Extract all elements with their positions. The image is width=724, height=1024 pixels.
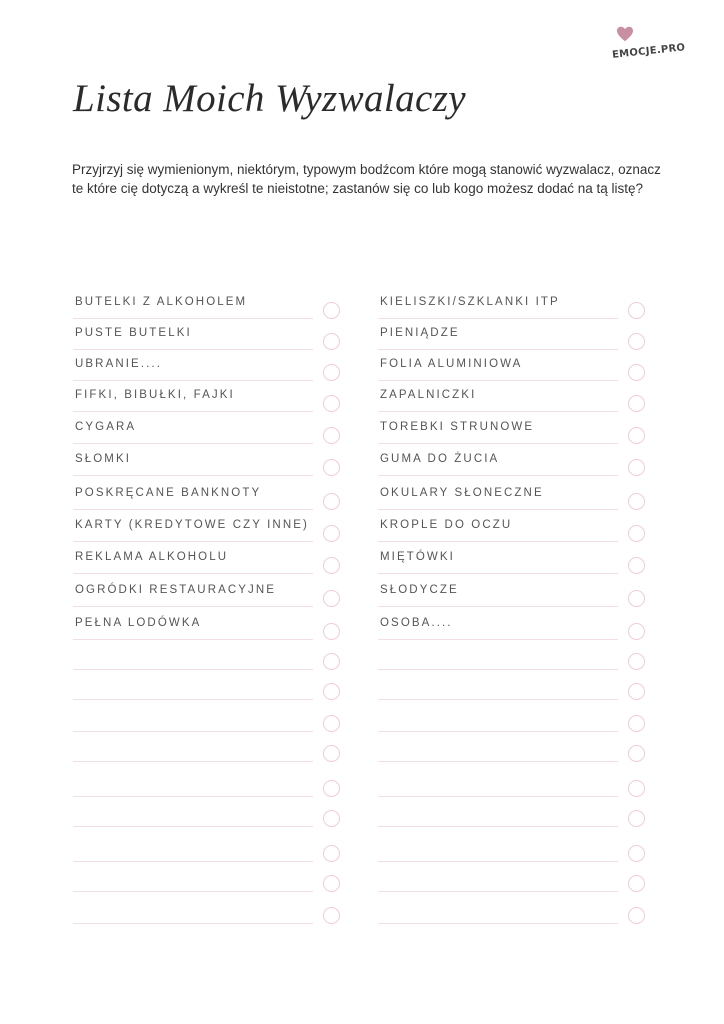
item-label: BUTELKI Z ALKOHOLEM xyxy=(75,296,248,308)
left-list-item xyxy=(73,389,313,412)
logo xyxy=(608,26,688,76)
right-list-item xyxy=(378,709,618,732)
checkbox-circle[interactable] xyxy=(628,493,645,510)
logo-text: EMOCJE.PRO xyxy=(611,42,686,61)
right-list-item xyxy=(378,617,618,640)
item-label: FOLIA ALUMINIOWA xyxy=(380,358,523,370)
right-list-item xyxy=(378,551,618,574)
checkbox-circle[interactable] xyxy=(323,653,340,670)
page-title: Lista Moich Wyzwalaczy xyxy=(73,77,467,120)
item-label: KROPLE DO OCZU xyxy=(380,519,513,531)
left-list-item xyxy=(73,869,313,892)
checkbox-circle[interactable] xyxy=(628,395,645,412)
checkbox-circle[interactable] xyxy=(323,780,340,797)
item-label: SŁOMKI xyxy=(75,453,132,465)
checkbox-circle[interactable] xyxy=(323,715,340,732)
checkbox-circle[interactable] xyxy=(323,333,340,350)
left-list-item xyxy=(73,839,313,862)
item-label: SŁODYCZE xyxy=(380,584,459,596)
checkbox-circle[interactable] xyxy=(628,845,645,862)
item-label: ZAPALNICZKI xyxy=(380,389,477,401)
item-label: MIĘTÓWKI xyxy=(380,551,455,563)
checkbox-circle[interactable] xyxy=(628,780,645,797)
right-list-item xyxy=(378,487,618,510)
item-label: KARTY (KREDYTOWE CZY INNE) xyxy=(75,519,309,531)
left-list-item xyxy=(73,677,313,700)
checkbox-circle[interactable] xyxy=(628,302,645,319)
right-list-item xyxy=(378,389,618,412)
left-list-item xyxy=(73,551,313,574)
checkbox-circle[interactable] xyxy=(628,459,645,476)
left-list-item xyxy=(73,901,313,924)
left-list-item xyxy=(73,453,313,476)
item-label: TOREBKI STRUNOWE xyxy=(380,421,535,433)
checkbox-circle[interactable] xyxy=(323,745,340,762)
right-list-item xyxy=(378,647,618,670)
checkbox-circle[interactable] xyxy=(323,623,340,640)
right-list-item xyxy=(378,677,618,700)
intro-text: Przyjrzyj się wymienionym, niektórym, typowym bodźcom które mogą stanowić wyzwalacz, oznacz te które cię dotyczą a wykreśl te nieistotne; zastanów się co lub kogo możesz dodać na tą listę? xyxy=(72,162,661,196)
left-list-item xyxy=(73,296,313,319)
item-label: OKULARY SŁONECZNE xyxy=(380,487,544,499)
item-label: OSOBA.... xyxy=(380,617,453,629)
checkbox-circle[interactable] xyxy=(323,845,340,862)
checkbox-circle[interactable] xyxy=(628,557,645,574)
checkbox-circle[interactable] xyxy=(628,745,645,762)
checkbox-circle[interactable] xyxy=(628,810,645,827)
right-list-item xyxy=(378,739,618,762)
checkbox-circle[interactable] xyxy=(628,590,645,607)
item-label: POSKRĘCANE BANKNOTY xyxy=(75,487,262,499)
checkbox-circle[interactable] xyxy=(323,459,340,476)
item-label: UBRANIE.... xyxy=(75,358,163,370)
heart-icon xyxy=(616,26,634,42)
checkbox-circle[interactable] xyxy=(628,653,645,670)
left-list-item xyxy=(73,617,313,640)
checkbox-circle[interactable] xyxy=(323,907,340,924)
right-list-item xyxy=(378,421,618,444)
checkbox-circle[interactable] xyxy=(323,493,340,510)
left-list-item xyxy=(73,709,313,732)
checkbox-circle[interactable] xyxy=(323,683,340,700)
checkbox-circle[interactable] xyxy=(628,364,645,381)
right-list-item xyxy=(378,327,618,350)
item-label: GUMA DO ŻUCIA xyxy=(380,453,500,465)
checkbox-circle[interactable] xyxy=(628,907,645,924)
right-list-item xyxy=(378,296,618,319)
left-list-item xyxy=(73,487,313,510)
right-list-item xyxy=(378,519,618,542)
right-list-item xyxy=(378,358,618,381)
right-list-item xyxy=(378,869,618,892)
left-list-item xyxy=(73,358,313,381)
right-list-item xyxy=(378,839,618,862)
checkbox-circle[interactable] xyxy=(628,715,645,732)
checkbox-circle[interactable] xyxy=(628,427,645,444)
checkbox-circle[interactable] xyxy=(323,810,340,827)
checkbox-circle[interactable] xyxy=(323,427,340,444)
checkbox-circle[interactable] xyxy=(628,683,645,700)
checkbox-circle[interactable] xyxy=(323,875,340,892)
left-list-item xyxy=(73,327,313,350)
left-list-item xyxy=(73,739,313,762)
item-label: REKLAMA ALKOHOLU xyxy=(75,551,229,563)
item-label: KIELISZKI/SZKLANKI ITP xyxy=(380,296,560,308)
left-list-item xyxy=(73,774,313,797)
right-list-item xyxy=(378,804,618,827)
item-label: FIFKI, BIBUŁKI, FAJKI xyxy=(75,389,235,401)
right-list-item xyxy=(378,584,618,607)
item-label: CYGARA xyxy=(75,421,137,433)
checkbox-circle[interactable] xyxy=(323,395,340,412)
right-list-item xyxy=(378,774,618,797)
checkbox-circle[interactable] xyxy=(628,333,645,350)
left-list-item xyxy=(73,647,313,670)
checkbox-circle[interactable] xyxy=(323,302,340,319)
left-list-item xyxy=(73,519,313,542)
checkbox-circle[interactable] xyxy=(628,875,645,892)
item-label: PIENIĄDZE xyxy=(380,327,460,339)
right-list-item xyxy=(378,901,618,924)
item-label: PUSTE BUTELKI xyxy=(75,327,192,339)
left-list-item xyxy=(73,804,313,827)
checkbox-circle[interactable] xyxy=(628,623,645,640)
left-list-item xyxy=(73,584,313,607)
item-label: OGRÓDKI RESTAURACYJNE xyxy=(75,584,277,596)
checkbox-circle[interactable] xyxy=(628,525,645,542)
checkbox-circle[interactable] xyxy=(323,364,340,381)
checkbox-circle[interactable] xyxy=(323,590,340,607)
checkbox-circle[interactable] xyxy=(323,525,340,542)
item-label: PEŁNA LODÓWKA xyxy=(75,617,202,629)
right-list-item xyxy=(378,453,618,476)
left-list-item xyxy=(73,421,313,444)
checkbox-circle[interactable] xyxy=(323,557,340,574)
